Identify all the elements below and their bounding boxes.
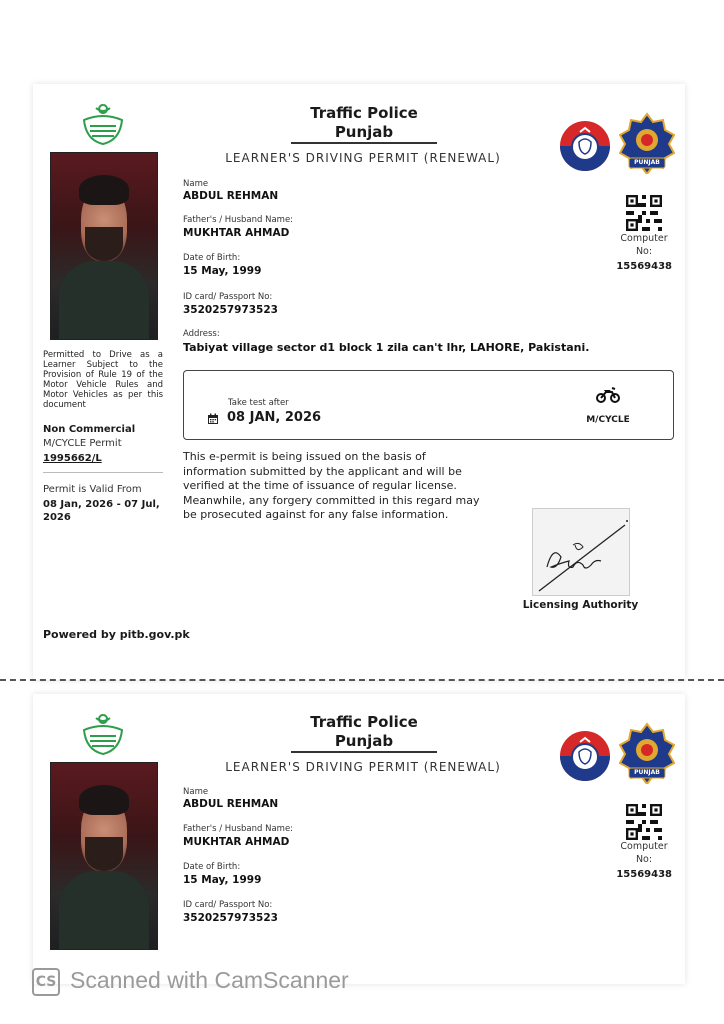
permit-category: Non Commercial bbox=[43, 424, 136, 435]
title-line-1: Traffic Police bbox=[310, 713, 418, 731]
computer-label-1: Computer bbox=[620, 233, 668, 244]
police-seal-icon bbox=[559, 730, 611, 782]
name-value: ABDUL REHMAN bbox=[183, 798, 279, 810]
punjab-emblem-icon bbox=[78, 102, 128, 146]
police-seal-icon bbox=[559, 120, 611, 172]
id-label: ID card/ Passport No: bbox=[183, 292, 273, 302]
permit-card-front bbox=[33, 84, 685, 680]
punjab-emblem-icon bbox=[78, 712, 128, 756]
father-label: Father's / Husband Name: bbox=[183, 215, 294, 225]
dob-label: Date of Birth: bbox=[183, 862, 241, 872]
id-value: 3520257973523 bbox=[183, 304, 278, 316]
title-line-2: Punjab bbox=[334, 732, 394, 750]
title-line-1: Traffic Police bbox=[310, 104, 418, 122]
name-label: Name bbox=[183, 179, 209, 189]
qr-code-icon bbox=[626, 195, 662, 231]
dob-value: 15 May, 1999 bbox=[183, 265, 262, 277]
powered-by: Powered by pitb.gov.pk bbox=[43, 628, 190, 641]
name-label: Name bbox=[183, 787, 209, 797]
notice-text: This e-permit is being issued on the basis of information submitted by the applicant and will be verified at the time of issuance of regular license. Meanwhile, any forgery committed in this regard may be prosecuted against for any false information. bbox=[183, 450, 480, 521]
signature-image bbox=[533, 509, 631, 597]
computer-label-2: No: bbox=[635, 854, 653, 865]
title-line-2: Punjab bbox=[334, 123, 394, 141]
valid-label: Permit is Valid From bbox=[43, 484, 142, 495]
camscanner-logo: CS bbox=[32, 968, 60, 996]
permit-number: 1995662/L bbox=[43, 453, 102, 464]
applicant-photo bbox=[50, 152, 158, 340]
permit-type: M/CYCLE Permit bbox=[43, 438, 122, 449]
title-underline bbox=[291, 751, 437, 753]
cut-line bbox=[0, 679, 724, 681]
address-label: Address: bbox=[183, 329, 220, 339]
signature-box bbox=[532, 508, 630, 596]
applicant-photo bbox=[50, 762, 158, 950]
badge-label: PUNJAB bbox=[634, 769, 660, 776]
id-label: ID card/ Passport No: bbox=[183, 900, 273, 910]
computer-label-1: Computer bbox=[620, 841, 668, 852]
licensing-authority: Licensing Authority bbox=[522, 599, 639, 611]
father-value: MUKHTAR AHMAD bbox=[183, 836, 290, 848]
dob-value: 15 May, 1999 bbox=[183, 874, 262, 886]
computer-number: 15569438 bbox=[616, 869, 672, 880]
permit-subtitle: LEARNER'S DRIVING PERMIT (RENEWAL) bbox=[225, 760, 501, 774]
test-date: 08 JAN, 2026 bbox=[227, 410, 322, 425]
permit-subtitle: LEARNER'S DRIVING PERMIT (RENEWAL) bbox=[225, 151, 501, 165]
dob-label: Date of Birth: bbox=[183, 253, 241, 263]
valid-range: 08 Jan, 2026 - 07 Jul, 2026 bbox=[43, 499, 160, 523]
address-value: Tabiyat village sector d1 block 1 zila can't lhr, LAHORE, Pakistani. bbox=[183, 341, 590, 354]
test-date-box bbox=[183, 370, 674, 440]
camscanner-watermark: Scanned with CamScanner bbox=[70, 967, 349, 993]
computer-number: 15569438 bbox=[616, 261, 672, 272]
badge-label: PUNJAB bbox=[634, 159, 660, 166]
computer-label-2: No: bbox=[635, 246, 653, 257]
test-label: Take test after bbox=[228, 398, 289, 408]
calendar-icon bbox=[207, 413, 219, 425]
title-underline bbox=[291, 142, 437, 144]
left-divider bbox=[43, 472, 163, 473]
permit-conditions: Permitted to Drive as a Learner Subject to the Provision of Rule 19 of the Motor Vehicle Rules and Motor Vehicles as per this document bbox=[43, 350, 163, 410]
id-value: 3520257973523 bbox=[183, 912, 278, 924]
father-label: Father's / Husband Name: bbox=[183, 824, 294, 834]
name-value: ABDUL REHMAN bbox=[183, 190, 279, 202]
qr-code-icon bbox=[626, 804, 662, 840]
vehicle-type: M/CYCLE bbox=[586, 415, 630, 425]
permit-card-copy bbox=[33, 694, 685, 984]
motorcycle-icon bbox=[596, 386, 620, 403]
father-value: MUKHTAR AHMAD bbox=[183, 227, 290, 239]
